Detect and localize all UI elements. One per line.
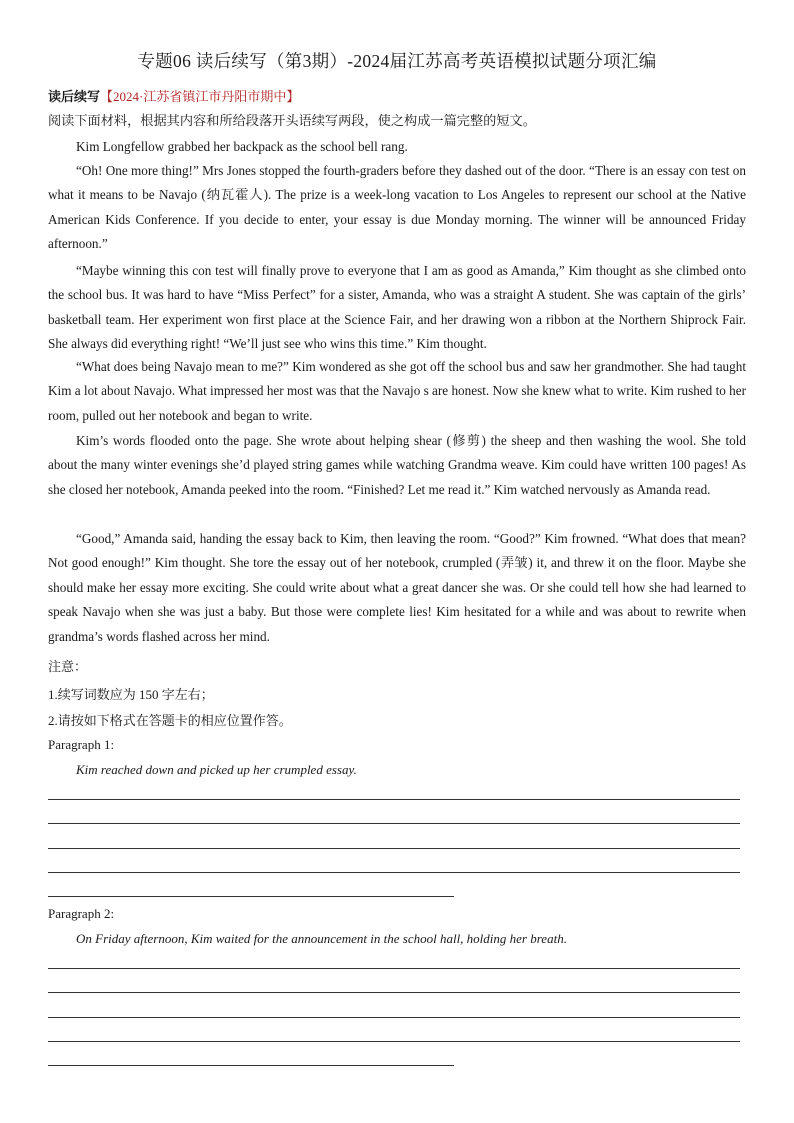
passage-paragraph-4: “What does being Navajo mean to me?” Kim wondered as she got off the school bus and saw her grandmother. She had taught Kim a lot about Navajo. What impressed her most was that the Navajo s are honest. Now she knew what to write. Kim rushed to her room, pulled out her notebook and began to write. [48, 359, 746, 423]
paragraph1-label: Paragraph 1: [48, 737, 115, 752]
answer-line[interactable] [48, 848, 740, 849]
answer-line[interactable] [48, 799, 740, 800]
note-item-1: 1.续写词数应为 150 字左右； [48, 687, 214, 702]
section-header [48, 86, 299, 105]
answer-line[interactable] [48, 1017, 740, 1018]
paragraph1-opening: Kim reached down and picked up her crumpled essay. [76, 762, 357, 777]
passage-paragraph-6: “Good,” Amanda said, handing the essay back to Kim, then leaving the room. “Good?” Kim frowned. “What does that mean? Not good enough!” Kim thought. She tore the essay out of her notebook, crumpled (弄皱) it, and threw it on the floor. Maybe she should make her essay more exciting. She could write about what a great dancer she was. Or she could tell how she had learned to speak Navajo when she was just a baby. But those were complete lies! Kim hesitated for a while and was about to rewrite when grandma’s words flashed across her mind. [48, 531, 746, 644]
answer-line[interactable] [48, 1041, 740, 1042]
passage-paragraph-1: Kim Longfellow grabbed her backpack as the school bell rang. [76, 139, 408, 154]
answer-line[interactable] [48, 1065, 454, 1066]
section-label: 读后续写 [48, 89, 101, 104]
notes-heading: 注意： [48, 659, 88, 674]
paragraph2-label: Paragraph 2: [48, 906, 115, 921]
answer-line[interactable] [48, 992, 740, 993]
source-tag: 【2024·江苏省镇江市丹阳市期中】 [100, 89, 300, 104]
page-title: 专题06 读后续写（第3期）-2024届江苏高考英语模拟试题分项汇编 [137, 51, 657, 71]
note-item-2: 2.请按如下格式在答题卡的相应位置作答。 [48, 713, 292, 728]
paragraph2-opening: On Friday afternoon, Kim waited for the announcement in the school hall, holding her breath. [76, 931, 567, 946]
answer-line[interactable] [48, 896, 454, 897]
passage-paragraph-3: “Maybe winning this con test will finally prove to everyone that I am as good as Amanda,” Kim thought as she climbed onto the school bus. It was hard to have “Miss Perfect” for a sister, Amanda, who was a straight A student. She was captain of the girls’ basketball team. Her experiment won first place at the Science Fair, and her drawing won a ribbon at the Northern Shiprock Fair. She always did everything right! “We’ll just see who wins this time.” Kim thought. [48, 263, 746, 352]
answer-line[interactable] [48, 872, 740, 873]
answer-line[interactable] [48, 968, 740, 969]
passage-paragraph-5: Kim’s words flooded onto the page. She wrote about helping shear (修剪) the sheep and then washing the wool. She told about the many winter evenings she’d played string games while watching Grandma weave. Kim could have written 100 pages! As she closed her notebook, Amanda peeked into the room. “Finished? Let me read it.” Kim watched nervously as Amanda read. [48, 433, 746, 497]
instruction: 阅读下面材料，根据其内容和所给段落开头语续写两段，使之构成一篇完整的短文。 [48, 113, 536, 128]
answer-line[interactable] [48, 823, 740, 824]
passage-paragraph-2: “Oh! One more thing!” Mrs Jones stopped the fourth-graders before they dashed out of the door. “There is an essay con test on what it means to be Navajo (纳瓦霍人). The prize is a week-long vacation to Los Angeles to represent our school at the Native American Kids Conference. If you decide to enter, your essay is due Monday morning. The winner will be announced Friday afternoon.” [48, 163, 746, 252]
